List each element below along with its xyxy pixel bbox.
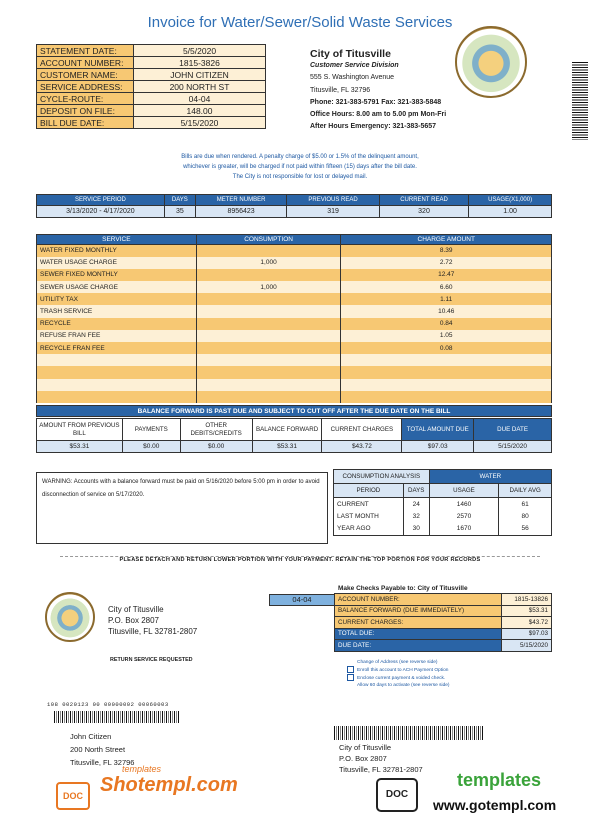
charge-service: SEWER USAGE CHARGE <box>37 281 197 293</box>
check-note: Allow 60 days to activate (see reverse side) <box>357 683 450 689</box>
account-label: BILL DUE DATE: <box>37 117 134 129</box>
charge-service <box>37 379 197 391</box>
charge-row <box>37 366 552 378</box>
account-row <box>37 69 266 81</box>
doc-file-icon: DOC <box>56 782 90 810</box>
charge-amount: 6.60 <box>341 281 552 293</box>
charge-amount: 10.46 <box>341 305 552 317</box>
charge-row <box>37 318 552 330</box>
charge-amount: 12.47 <box>341 269 552 281</box>
charge-amount: 0.08 <box>341 342 552 354</box>
charge-consumption: 1,000 <box>196 281 341 293</box>
summary-header: CURRENT CHARGES <box>322 419 402 441</box>
consumption-cell: YEAR AGO <box>334 523 404 536</box>
stub-label: CURRENT CHARGES: <box>335 617 502 629</box>
period-cell: 320 <box>379 206 468 218</box>
charge-service <box>37 391 197 403</box>
org-city: Titusville, FL 32796 <box>310 86 371 94</box>
account-value: 148.00 <box>134 105 266 117</box>
summary-cell: $97.03 <box>402 441 474 453</box>
period-header: USAGE(X1,000) <box>469 195 552 206</box>
scan-line: 108 0020123 00 00000002 00060003 <box>47 701 169 708</box>
consumption-cell: 61 <box>499 498 552 511</box>
charge-service: WATER USAGE CHARGE <box>37 257 197 269</box>
consumption-cell: 80 <box>499 510 552 523</box>
period-cell: 319 <box>287 206 380 218</box>
charge-row <box>37 293 552 305</box>
summary-header: BALANCE FORWARD <box>252 419 322 441</box>
period-cell: 8956423 <box>195 206 286 218</box>
account-info-table <box>36 44 266 129</box>
stub-row <box>335 594 552 606</box>
addr-line: City of Titusville <box>339 743 392 752</box>
addr-line: Titusville, FL 32781-2807 <box>339 765 423 774</box>
stub-checkboxes <box>347 659 450 690</box>
charge-consumption <box>196 342 341 354</box>
account-label: ACCOUNT NUMBER: <box>37 57 134 69</box>
city-seal-small-icon <box>45 592 95 642</box>
stub-label: DUE DATE: <box>335 640 502 652</box>
charge-consumption <box>196 305 341 317</box>
period-header: PREVIOUS READ <box>287 195 380 206</box>
charge-row <box>37 330 552 342</box>
summary-cell: $53.31 <box>37 441 123 453</box>
account-value: 5/5/2020 <box>134 45 266 57</box>
org-division: Customer Service Division <box>310 62 399 70</box>
stub-row <box>335 605 552 617</box>
stub-label: BALANCE FORWARD (DUE IMMEDIATELY) <box>335 605 502 617</box>
consumption-cell: 2570 <box>429 510 499 523</box>
consumption-header: DAYS <box>403 484 429 498</box>
consumption-title: CONSUMPTION ANALYSIS <box>334 470 430 484</box>
check-note: Change of Address (see reverse side) <box>357 660 438 665</box>
account-label: CUSTOMER NAME: <box>37 69 134 81</box>
watermark-shotempl <box>100 764 238 797</box>
account-label: STATEMENT DATE: <box>37 45 134 57</box>
consumption-water: WATER <box>429 470 551 484</box>
return-service-requested: RETURN SERVICE REQUESTED <box>110 657 193 663</box>
charge-consumption <box>196 245 341 257</box>
account-label: SERVICE ADDRESS: <box>37 81 134 93</box>
return-line: City of Titusville <box>108 605 164 614</box>
notice-line: whichever is greater, will be charged if not paid within fifteen (15) days after the bill date. <box>183 164 417 170</box>
vertical-barcode-icon <box>572 62 588 140</box>
charge-service: TRASH SERVICE <box>37 305 197 317</box>
charge-amount: 0.84 <box>341 318 552 330</box>
charge-row <box>37 257 552 269</box>
charge-consumption <box>196 330 341 342</box>
account-label: DEPOSIT ON FILE: <box>37 105 134 117</box>
charge-consumption <box>196 354 341 366</box>
return-address <box>108 604 197 637</box>
charge-amount: 1.11 <box>341 293 552 305</box>
summary-header: PAYMENTS <box>122 419 180 441</box>
charge-service: UTILITY TAX <box>37 293 197 305</box>
charge-row <box>37 379 552 391</box>
notice-line: Bills are due when rendered. A penalty charge of $5.00 or 1.5% of the delinquent amount, <box>181 154 419 160</box>
addr-line: 200 North Street <box>70 745 126 754</box>
addr-line: John Citizen <box>70 732 112 741</box>
consumption-header: USAGE <box>429 484 499 498</box>
account-value: 5/15/2020 <box>134 117 266 129</box>
charge-row <box>37 305 552 317</box>
consumption-header: DAILY AVG <box>499 484 552 498</box>
charge-consumption <box>196 269 341 281</box>
doc-file-icon: DOC <box>376 778 418 812</box>
summary-header: DUE DATE <box>474 419 552 441</box>
summary-cell: 5/15/2020 <box>474 441 552 453</box>
charge-consumption <box>196 379 341 391</box>
wm-shotempl: Shotempl.com <box>100 774 238 796</box>
summary-header: OTHER DEBITS/CREDITS <box>180 419 252 441</box>
addr-line: P.O. Box 2807 <box>339 754 387 763</box>
stub-value: $53.31 <box>502 605 552 617</box>
summary-cell: $0.00 <box>180 441 252 453</box>
charge-consumption: 1,000 <box>196 257 341 269</box>
account-value: 200 NORTH ST <box>134 81 266 93</box>
period-cell: 35 <box>164 206 195 218</box>
consumption-cell: CURRENT <box>334 498 404 511</box>
detach-instruction: PLEASE DETACH AND RETURN LOWER PORTION WITH YOUR PAYMENT. RETAIN THE TOP PORTION FOR YOUR RECORDS <box>60 556 540 563</box>
account-row <box>37 93 266 105</box>
watermark-url: www.gotempl.com <box>433 797 557 813</box>
consumption-header: PERIOD <box>334 484 404 498</box>
wm-templates: templates <box>122 764 162 774</box>
check-option[interactable]: Enclose current payment & voided check. <box>347 674 450 682</box>
charge-amount <box>341 354 552 366</box>
consumption-cell: 30 <box>403 523 429 536</box>
summary-header: TOTAL AMOUNT DUE <box>402 419 474 441</box>
summary-header: AMOUNT FROM PREVIOUS BILL <box>37 419 123 441</box>
account-row <box>37 117 266 129</box>
org-name: City of Titusville <box>310 48 391 60</box>
charge-row <box>37 391 552 403</box>
consumption-analysis-table <box>333 469 552 536</box>
charge-row <box>37 342 552 354</box>
payment-stub-table <box>334 593 552 652</box>
charge-service <box>37 354 197 366</box>
charge-amount: 2.72 <box>341 257 552 269</box>
charge-service: RECYCLE <box>37 318 197 330</box>
charge-service: SEWER FIXED MONTHLY <box>37 269 197 281</box>
return-line: Titusville, FL 32781-2807 <box>108 627 198 636</box>
period-cell: 1.00 <box>469 206 552 218</box>
consumption-row <box>334 498 552 511</box>
checkbox-icon[interactable] <box>347 666 354 673</box>
checkbox-icon[interactable] <box>347 674 354 681</box>
charge-service: RECYCLE FRAN FEE <box>37 342 197 354</box>
account-row <box>37 81 266 93</box>
summary-cell: $53.31 <box>252 441 322 453</box>
watermark-templates: templates <box>457 770 542 790</box>
org-phone: Phone: 321-383-5791 Fax: 321-383-5848 <box>310 98 442 106</box>
org-hours: Office Hours: 8.00 am to 5.00 pm Mon-Fri <box>310 111 447 119</box>
consumption-cell: LAST MONTH <box>334 510 404 523</box>
consumption-row <box>334 510 552 523</box>
period-header: DAYS <box>164 195 195 206</box>
payable-to: Make Checks Payable to: City of Titusville <box>338 585 468 592</box>
account-row <box>37 105 266 117</box>
charge-service: WATER FIXED MONTHLY <box>37 245 197 257</box>
consumption-row <box>334 523 552 536</box>
org-street: 555 S. Washington Avenue <box>310 74 395 82</box>
charge-row <box>37 281 552 293</box>
payment-notice <box>70 152 530 182</box>
stub-row <box>335 628 552 640</box>
account-row <box>37 57 266 69</box>
summary-table <box>36 418 552 453</box>
period-header: CURRENT READ <box>379 195 468 206</box>
org-emergency: After Hours Emergency: 321-383-5657 <box>310 123 437 131</box>
charges-table <box>36 234 552 403</box>
stub-value: 5/15/2020 <box>502 640 552 652</box>
account-value: 04-04 <box>134 93 266 105</box>
consumption-cell: 32 <box>403 510 429 523</box>
stub-label: TOTAL DUE: <box>335 628 502 640</box>
consumption-cell: 1670 <box>429 523 499 536</box>
addr-line: Titusville, FL 32796 <box>70 758 135 767</box>
cycle-route-code: 04-04 <box>269 594 335 606</box>
charge-amount <box>341 391 552 403</box>
summary-cell: $43.72 <box>322 441 402 453</box>
barcode-icon <box>54 711 179 723</box>
stub-value: $97.03 <box>502 628 552 640</box>
barcode-icon <box>334 726 484 740</box>
stub-value: $43.72 <box>502 617 552 629</box>
charge-amount: 1.05 <box>341 330 552 342</box>
charges-header: SERVICE <box>37 235 197 245</box>
charge-consumption <box>196 391 341 403</box>
account-row <box>37 45 266 57</box>
charge-consumption <box>196 318 341 330</box>
charge-service: REFUSE FRAN FEE <box>37 330 197 342</box>
stub-row <box>335 617 552 629</box>
account-label: CYCLE-ROUTE: <box>37 93 134 105</box>
charge-row <box>37 245 552 257</box>
period-header: SERVICE PERIOD <box>37 195 165 206</box>
remit-address <box>339 742 423 775</box>
account-value: JOHN CITIZEN <box>134 69 266 81</box>
check-option[interactable]: Enroll this account to ACH Payment Option <box>347 666 450 674</box>
invoice-title: Invoice for Water/Sewer/Solid Waste Services <box>147 14 453 31</box>
charge-amount: 8.39 <box>341 245 552 257</box>
charge-consumption <box>196 293 341 305</box>
period-header: METER NUMBER <box>195 195 286 206</box>
stub-value: 1815-13826 <box>502 594 552 606</box>
charge-amount <box>341 366 552 378</box>
return-line: P.O. Box 2807 <box>108 616 159 625</box>
balance-forward-notice: BALANCE FORWARD IS PAST DUE AND SUBJECT TO CUT OFF AFTER THE DUE DATE ON THE BILL <box>36 405 552 417</box>
charge-consumption <box>196 366 341 378</box>
period-cell: 3/13/2020 - 4/17/2020 <box>37 206 165 218</box>
charges-header: CONSUMPTION <box>196 235 341 245</box>
consumption-cell: 1460 <box>429 498 499 511</box>
city-seal-icon <box>455 26 527 98</box>
account-value: 1815-3826 <box>134 57 266 69</box>
notice-line: The City is not responsible for lost or delayed mail. <box>232 174 368 180</box>
organization-info <box>310 48 446 133</box>
charge-service <box>37 366 197 378</box>
stub-row <box>335 640 552 652</box>
summary-cell: $0.00 <box>122 441 180 453</box>
consumption-cell: 56 <box>499 523 552 536</box>
warning-box: WARNING: Accounts with a balance forward must be paid on 5/16/2020 before 5:00 pm in order to avoid disconnection of service on 5/17/2020. <box>36 472 328 544</box>
charge-amount <box>341 379 552 391</box>
charge-row <box>37 269 552 281</box>
charges-header: CHARGE AMOUNT <box>341 235 552 245</box>
service-period-table <box>36 194 552 218</box>
consumption-cell: 24 <box>403 498 429 511</box>
charge-row <box>37 354 552 366</box>
stub-label: ACCOUNT NUMBER: <box>335 594 502 606</box>
